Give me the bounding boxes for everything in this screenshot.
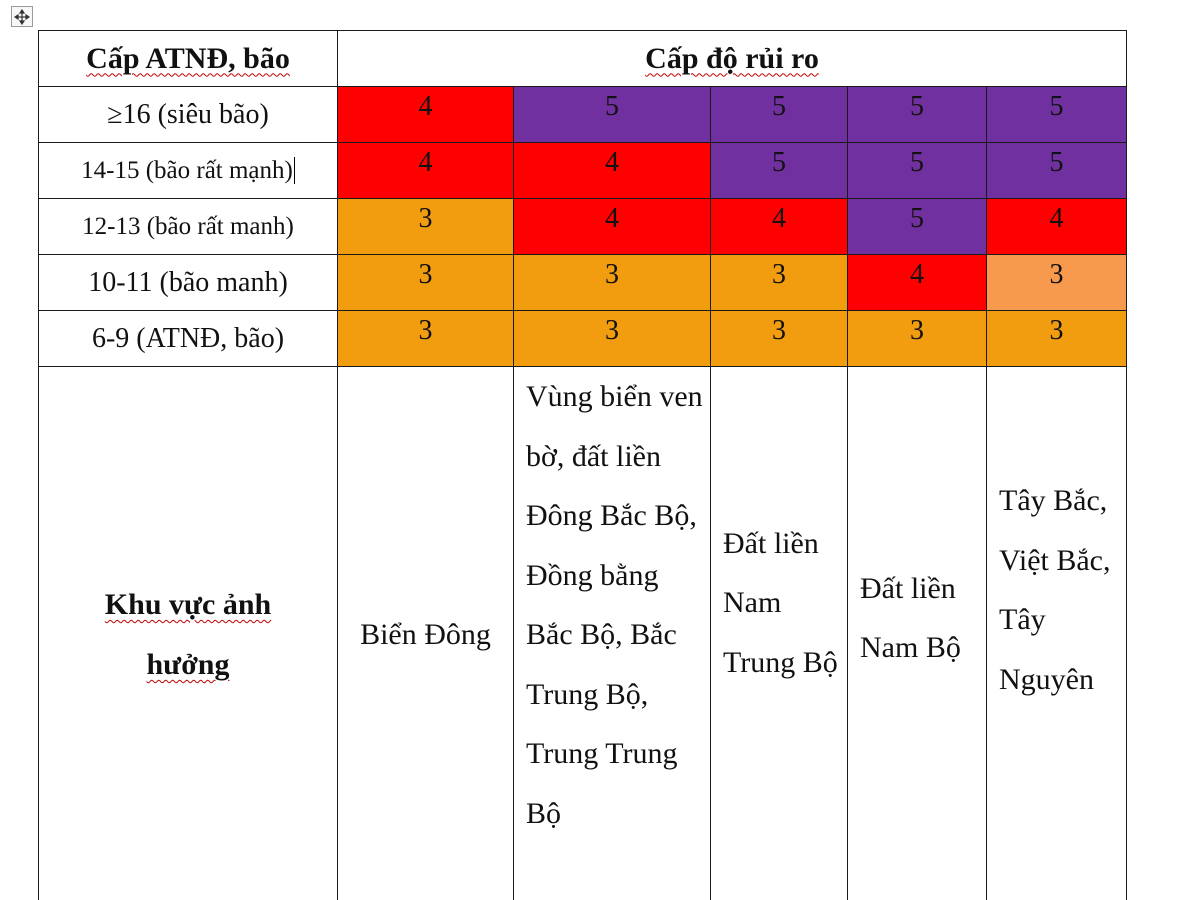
risk-cell[interactable]: 4 <box>514 143 711 199</box>
table-row <box>39 199 1127 255</box>
row-label-cell[interactable]: 6-9 (ATNĐ, bão) <box>39 311 338 367</box>
row-label-cell[interactable]: ≥16 (siêu bão) <box>39 87 338 143</box>
affected-area-row <box>39 367 1127 900</box>
area-cell[interactable]: Tây Bắc, Việt Bắc, Tây Nguyên <box>987 367 1127 900</box>
row-label-cell[interactable]: 12-13 (bão rất manh) <box>39 199 338 255</box>
risk-cell[interactable]: 4 <box>338 143 514 199</box>
row-label-cell[interactable]: 14-15 (bão rất mạnh) <box>39 143 338 199</box>
header-level-column[interactable]: Cấp ATNĐ, bão <box>39 31 338 87</box>
affected-area-label[interactable]: Khu vực ảnh hưởng <box>39 367 338 900</box>
move-handle-icon <box>14 9 30 25</box>
table-row <box>39 143 1127 199</box>
risk-cell[interactable]: 4 <box>338 87 514 143</box>
risk-cell[interactable]: 3 <box>987 255 1127 311</box>
risk-cell[interactable]: 5 <box>848 199 987 255</box>
risk-cell[interactable]: 4 <box>711 199 848 255</box>
risk-cell[interactable]: 5 <box>514 87 711 143</box>
risk-cell[interactable]: 3 <box>338 199 514 255</box>
risk-cell[interactable]: 3 <box>514 311 711 367</box>
risk-cell[interactable]: 4 <box>848 255 987 311</box>
risk-cell[interactable]: 5 <box>987 87 1127 143</box>
risk-cell[interactable]: 3 <box>987 311 1127 367</box>
text-cursor <box>294 157 295 184</box>
risk-cell[interactable]: 5 <box>848 87 987 143</box>
risk-cell[interactable]: 4 <box>987 199 1127 255</box>
risk-cell[interactable]: 3 <box>338 311 514 367</box>
area-cell[interactable]: Đất liền Nam Bộ <box>848 367 987 900</box>
area-cell[interactable]: Biển Đông <box>338 367 514 900</box>
risk-level-table <box>38 30 1127 900</box>
risk-cell[interactable]: 3 <box>711 255 848 311</box>
table-row <box>39 87 1127 143</box>
table-move-handle[interactable] <box>11 6 33 27</box>
risk-cell[interactable]: 3 <box>338 255 514 311</box>
risk-cell[interactable]: 5 <box>987 143 1127 199</box>
risk-cell[interactable]: 3 <box>711 311 848 367</box>
table-header-row <box>39 31 1127 87</box>
risk-cell[interactable]: 5 <box>711 143 848 199</box>
risk-cell[interactable]: 3 <box>514 255 711 311</box>
risk-cell[interactable]: 5 <box>848 143 987 199</box>
row-label-cell[interactable]: 10-11 (bão manh) <box>39 255 338 311</box>
risk-cell[interactable]: 3 <box>848 311 987 367</box>
area-cell[interactable]: Đất liền Nam Trung Bộ <box>711 367 848 900</box>
table-row <box>39 255 1127 311</box>
risk-cell[interactable]: 5 <box>711 87 848 143</box>
table-row <box>39 311 1127 367</box>
header-risk-column[interactable]: Cấp độ rủi ro <box>338 31 1127 87</box>
area-cell[interactable]: Vùng biển ven bờ, đất liền Đông Bắc Bộ, Đồng bằng Bắc Bộ, Bắc Trung Bộ, Trung Trung Bộ <box>514 367 711 900</box>
risk-cell[interactable]: 4 <box>514 199 711 255</box>
